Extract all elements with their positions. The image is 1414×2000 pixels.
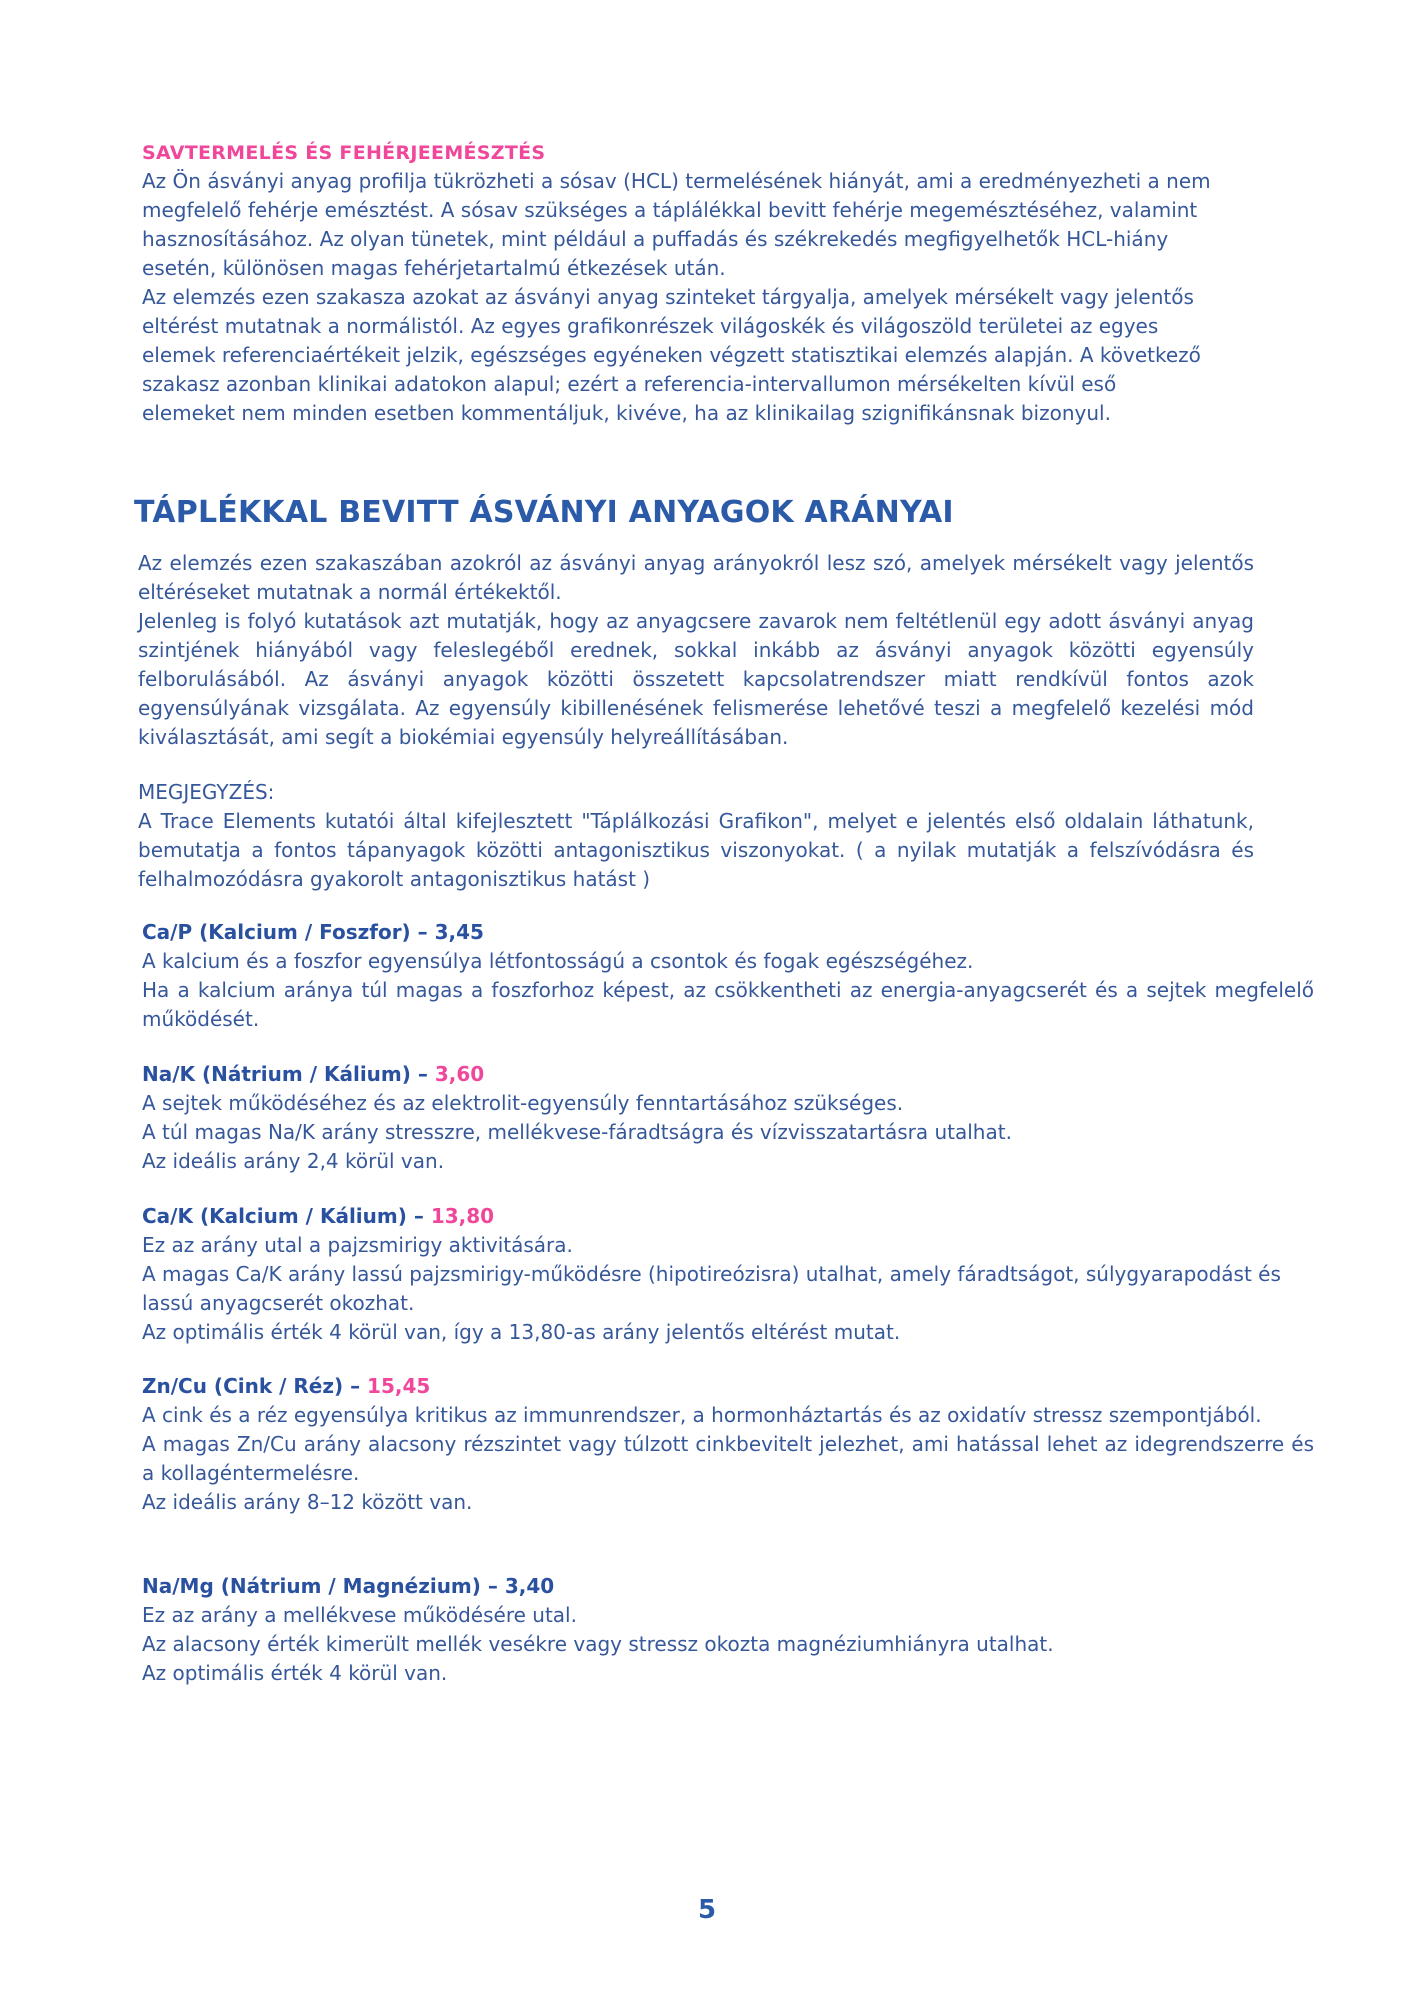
ratio-line: A magas Ca/K arány lassú pajzsmirigy-működésre (hipotireózisra) utalhat, amely fáradtságot, súlygyarapodást és lassú anyagcserét okozhat. bbox=[142, 1262, 1281, 1315]
ratio-line: Ez az arány utal a pajzsmirigy aktivitására. bbox=[142, 1233, 573, 1257]
ratios-intro-paragraph: Az elemzés ezen szakaszában azokról az ásványi anyag arányokról lesz szó, amelyek mérsékelt vagy jelentős eltéréseket mutatnak a normál értékektől. bbox=[138, 551, 1254, 604]
ratios-section-title: TÁPLÉKKAL BEVITT ÁSVÁNYI ANYAGOK ARÁNYAI bbox=[134, 495, 954, 530]
ratio-line: Az ideális arány 8–12 között van. bbox=[142, 1490, 473, 1514]
ratio-na-k bbox=[142, 1060, 1314, 1176]
ratio-label: Ca/P (Kalcium / Foszfor) – bbox=[142, 920, 435, 944]
ratio-line: Ez az arány a mellékvese működésére utal. bbox=[142, 1603, 577, 1627]
ratio-line: Az ideális arány 2,4 körül van. bbox=[142, 1149, 445, 1173]
ratio-line: A magas Zn/Cu arány alacsony rézszintet vagy túlzott cinkbevitelt jelezhet, ami hatással lehet az idegrendszerre és a kollagéntermelésre. bbox=[142, 1432, 1314, 1485]
note-label: MEGJEGYZÉS: bbox=[138, 780, 275, 804]
paragraph-line: szakasz azonban klinikai adatokon alapul; ezért a referencia-intervallumon mérsékelten kívül eső bbox=[142, 372, 1117, 396]
ratio-line: A kalcium és a foszfor egyensúlya létfontosságú a csontok és fogak egészségéhez. bbox=[142, 949, 974, 973]
ratio-zn-cu bbox=[142, 1372, 1314, 1517]
acid-production-heading: SAVTERMELÉS ÉS FEHÉRJEEMÉSZTÉS bbox=[142, 142, 546, 164]
paragraph-line: elemek referenciaértékeit jelzik, egészséges egyéneken végzett statisztikai elemzés alapján. A következő bbox=[142, 343, 1201, 367]
ratio-label: Na/K (Nátrium / Kálium) – bbox=[142, 1062, 435, 1086]
ratio-line: Az optimális érték 4 körül van, így a 13,80-as arány jelentős eltérést mutat. bbox=[142, 1320, 901, 1344]
ratio-label: Na/Mg (Nátrium / Magnézium) – bbox=[142, 1574, 505, 1598]
ratios-section-title-block bbox=[134, 493, 1284, 533]
ratio-title bbox=[142, 1060, 1314, 1089]
ratio-line: A sejtek működéséhez és az elektrolit-egyensúly fenntartásához szükséges. bbox=[142, 1091, 904, 1115]
ratio-title bbox=[142, 1202, 1314, 1231]
paragraph-line: Az elemzés ezen szakasza azokat az ásványi anyag szinteket tárgyalja, amelyek mérsékelt vagy jelentős bbox=[142, 285, 1194, 309]
ratio-line: A cink és a réz egyensúlya kritikus az immunrendszer, a hormonháztartás és az oxidatív stressz szempontjából. bbox=[142, 1403, 1262, 1427]
ratio-na-mg bbox=[142, 1572, 1314, 1688]
ratio-ca-p bbox=[142, 918, 1314, 1034]
paragraph-line: megfelelő fehérje emésztést. A sósav szükséges a táplálékkal bevitt fehérje megemésztéséhez, valamint bbox=[142, 198, 1198, 222]
acid-production-section bbox=[142, 139, 1292, 428]
ratio-label: Zn/Cu (Cink / Réz) – bbox=[142, 1374, 368, 1398]
ratio-label: Ca/K (Kalcium / Kálium) – bbox=[142, 1204, 431, 1228]
paragraph-line: eltérést mutatnak a normálistól. Az egyes grafikonrészek világoskék és világoszöld területei az egyes bbox=[142, 314, 1159, 338]
ratio-value: 3,40 bbox=[504, 1574, 555, 1598]
ratio-line: A túl magas Na/K arány stresszre, mellékvese-fáradtságra és vízvisszatartásra utalhat. bbox=[142, 1120, 1012, 1144]
ratio-title bbox=[142, 918, 1314, 947]
page-number: 5 bbox=[697, 1895, 717, 1925]
paragraph-line: hasznosításához. Az olyan tünetek, mint például a puffadás és székrekedés megfigyelhetők HCL-hiány bbox=[142, 227, 1169, 251]
ratio-value: 13,80 bbox=[430, 1204, 495, 1228]
ratio-title bbox=[142, 1572, 1314, 1601]
paragraph-line: Az Ön ásványi anyag profilja tükrözheti a sósav (HCL) termelésének hiányát, ami a eredményezheti a nem bbox=[142, 169, 1211, 193]
ratio-line: Ha a kalcium aránya túl magas a foszforhoz képest, az csökkentheti az energia-anyagcserét és a sejtek megfelelő működését. bbox=[142, 978, 1314, 1031]
ratio-value: 15,45 bbox=[367, 1374, 431, 1398]
ratios-research-paragraph: Jelenleg is folyó kutatások azt mutatják, hogy az anyagcsere zavarok nem feltétlenül egy adott ásványi anyag szintjének hiányából vagy feleslegéből erednek, sokkal inkább az ásványi anyagok közötti egyensúly felborulásából. Az ásványi anyagok közötti összetett kapcsolatrendszer miatt rendkívül fontos azok egyensúlyának vizsgálata. Az egyensúly kibillenésének felismerése lehetővé teszi a megfelelő kezelési mód kiválasztását, ami segít a biokémiai egyensúly helyreállításában. bbox=[138, 609, 1254, 749]
note-block bbox=[138, 778, 1254, 894]
paragraph-line: elemeket nem minden esetben kommentáljuk, kivéve, ha az klinikailag szignifikánsnak bizonyul. bbox=[142, 401, 1111, 425]
ratio-value: 3,45 bbox=[434, 920, 484, 944]
ratio-line: Az optimális érték 4 körül van. bbox=[142, 1661, 448, 1685]
ratio-ca-k bbox=[142, 1202, 1314, 1347]
paragraph-line: esetén, különösen magas fehérjetartalmú étkezések után. bbox=[142, 256, 726, 280]
ratio-title bbox=[142, 1372, 1314, 1401]
note-text: A Trace Elements kutatói által kifejlesztett "Táplálkozási Grafikon", melyet e jelentés első oldalain láthatunk, bemutatja a fontos tápanyagok közötti antagonisztikus viszonyokat. ( a nyilak mutatják a felszívódásra és felhalmozódásra gyakorolt antagonisztikus hatást ) bbox=[138, 809, 1254, 891]
ratio-line: Az alacsony érték kimerült mellék vesékre vagy stressz okozta magnéziumhiányra utalhat. bbox=[142, 1632, 1054, 1656]
ratios-intro-block bbox=[138, 549, 1254, 752]
ratio-value: 3,60 bbox=[434, 1062, 485, 1086]
